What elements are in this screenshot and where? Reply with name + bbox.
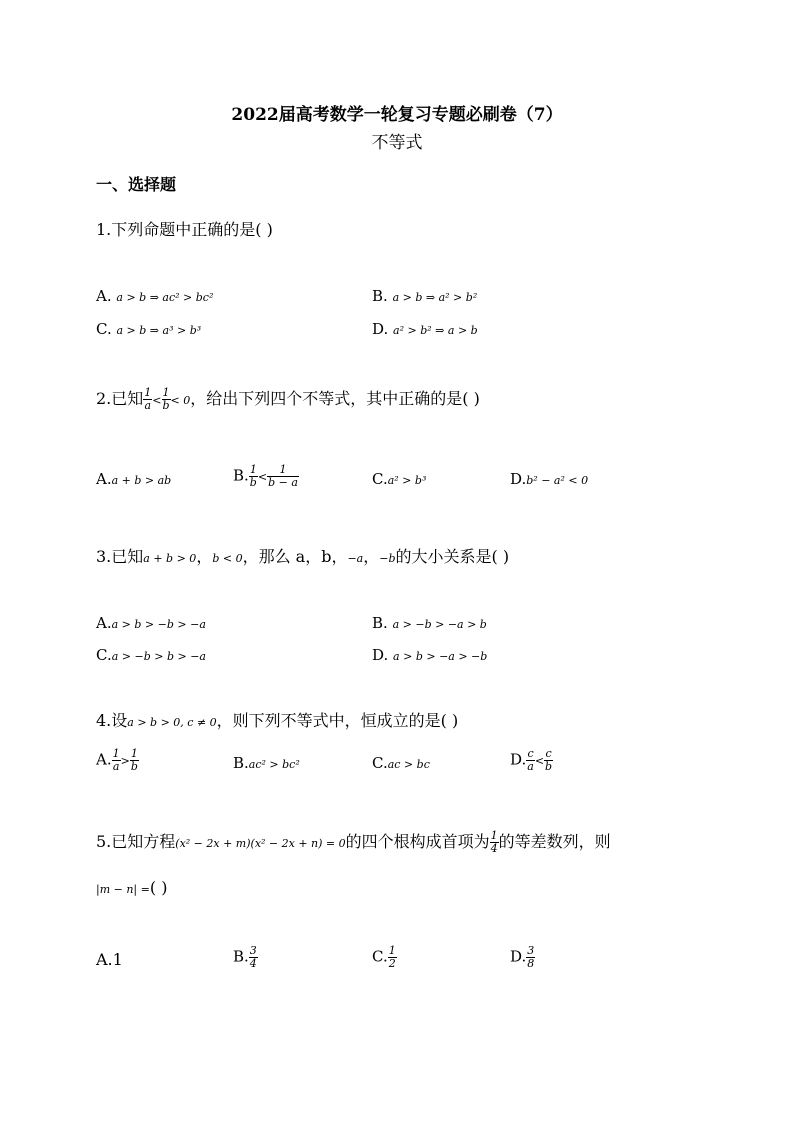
numerator: 3 <box>527 944 535 957</box>
numerator: 1 <box>388 944 396 957</box>
option-math: a > b > −a > −b <box>393 650 488 663</box>
section-heading: 一、选择题 <box>96 175 177 194</box>
option-math: ac > bc <box>387 758 430 771</box>
option-label: A. <box>96 470 112 488</box>
stem-mid: 的四个根构成首项为 <box>345 832 490 851</box>
q2-option-c <box>372 470 426 488</box>
math-op: < <box>257 470 268 484</box>
q2-option-d <box>510 470 588 488</box>
q3-option-a <box>96 614 206 632</box>
fraction <box>162 387 171 412</box>
option-math: a² > b³ <box>387 474 427 487</box>
q3-option-b <box>372 614 487 632</box>
stem-sep: ， <box>363 547 380 566</box>
fraction <box>130 748 139 773</box>
option-math: a > −b > −a > b <box>392 618 487 631</box>
fraction <box>112 748 121 773</box>
denominator: b <box>545 760 553 773</box>
question-1-stem: 1.下列命题中正确的是( ) <box>96 220 273 239</box>
option-math: a > b ⇒ a³ > b³ <box>116 324 202 337</box>
numerator: c <box>527 747 534 760</box>
page-title: 2022届高考数学一轮复习专题必刷卷（7） <box>231 105 563 125</box>
stem-suffix: 的大小关系是( ) <box>395 547 510 566</box>
fraction <box>544 748 553 773</box>
option-label: B. <box>372 287 388 305</box>
math-inline: b < 0 <box>212 552 243 565</box>
option-label: A. <box>96 287 112 305</box>
option-label: B. <box>372 614 388 632</box>
option-math: a² > b² ⇒ a > b <box>393 324 478 337</box>
denominator: b − a <box>268 476 298 489</box>
q3-option-c <box>96 646 206 664</box>
option-label: C. <box>96 646 112 664</box>
numerator: 1 <box>112 747 120 760</box>
fraction <box>249 945 258 970</box>
numerator: 1 <box>144 386 152 399</box>
numerator: c <box>545 747 552 760</box>
denominator: 4 <box>249 957 257 970</box>
denominator: a <box>144 399 152 412</box>
option-label: C. <box>372 754 388 772</box>
stem-prefix: 5.已知方程 <box>96 832 176 851</box>
option-label: D. <box>372 320 389 338</box>
q5-option-c <box>372 945 397 970</box>
q1-option-c <box>96 320 201 338</box>
option-label: D. <box>510 750 527 769</box>
fraction <box>526 748 535 773</box>
math-inline: (x² − 2x + m)(x² − 2x + n) = 0 <box>175 837 346 850</box>
stem-prefix: 3.已知 <box>96 547 144 566</box>
stem-prefix: 2.已知 <box>96 389 144 408</box>
q5-option-d <box>510 945 535 970</box>
question-5-stem <box>96 830 611 855</box>
option-label: B. <box>233 466 249 485</box>
q5-option-b <box>233 945 258 970</box>
option-label: A. <box>96 750 112 769</box>
q1-option-b <box>372 287 477 305</box>
math-inline: −a <box>347 552 364 565</box>
option-math: a > b ⇒ a² > b² <box>392 291 478 304</box>
option-label: B. <box>233 947 249 966</box>
math-inline: a > b > 0, c ≠ 0 <box>127 716 217 729</box>
q2-option-b <box>233 464 299 489</box>
denominator: 4 <box>490 842 498 855</box>
q2-option-a <box>96 470 171 488</box>
stem-prefix: 4.设 <box>96 711 128 730</box>
option-label: D. <box>510 947 527 966</box>
denominator: b <box>162 399 170 412</box>
fraction <box>267 464 299 489</box>
math-op: < <box>152 394 162 407</box>
option-label: A. <box>96 950 113 969</box>
stem-mid: ，那么 a，b， <box>242 547 348 566</box>
option-label: C. <box>372 947 388 966</box>
option-label: D. <box>372 646 389 664</box>
math-inline: a + b > 0 <box>143 552 197 565</box>
fraction <box>526 945 535 970</box>
fraction <box>388 945 397 970</box>
stem-suffix: 的等差数列，则 <box>498 832 611 851</box>
denominator: b <box>130 760 138 773</box>
q4-option-b <box>233 754 300 772</box>
question-2-stem <box>96 387 480 412</box>
math-inline: −b <box>379 552 396 565</box>
option-math: a > b ⇒ ac² > bc² <box>116 291 214 304</box>
math-op: < <box>534 754 545 768</box>
option-label: C. <box>96 320 112 338</box>
q1-option-d <box>372 320 478 338</box>
page-subtitle: 不等式 <box>371 133 423 153</box>
fraction <box>490 830 499 855</box>
fraction <box>143 387 152 412</box>
q4-option-d <box>510 748 553 773</box>
option-math: a + b > ab <box>111 474 172 487</box>
option-math: a > −b > b > −a <box>111 650 206 663</box>
fraction <box>249 464 258 489</box>
q1-option-a <box>96 287 213 305</box>
denominator: 2 <box>388 957 396 970</box>
math-op: > <box>120 754 130 768</box>
option-label: B. <box>233 754 249 772</box>
question-3-stem <box>96 546 509 570</box>
numerator: 3 <box>249 944 257 957</box>
stem-suffix: ，给出下列四个不等式，其中正确的是( ) <box>190 389 480 408</box>
denominator: 8 <box>527 957 535 970</box>
option-math: b² − a² < 0 <box>526 474 589 487</box>
stem-suffix: ，则下列不等式中，恒成立的是( ) <box>216 711 459 730</box>
question-5-line2 <box>96 877 167 901</box>
numerator: 1 <box>249 463 257 476</box>
option-value: 1 <box>112 950 123 969</box>
question-4-stem <box>96 710 458 734</box>
stem-suffix: ( ) <box>149 878 168 897</box>
numerator: 1 <box>267 464 299 477</box>
denominator: a <box>527 760 534 773</box>
denominator: b <box>249 476 257 489</box>
denominator: a <box>112 760 120 773</box>
q4-option-c <box>372 754 430 772</box>
stem-sep: ， <box>196 547 213 566</box>
math-inline: |m − n| = <box>96 883 150 896</box>
q3-option-d <box>372 646 487 664</box>
option-math: ac² > bc² <box>248 758 300 771</box>
numerator: 1 <box>490 829 498 842</box>
option-label: A. <box>96 614 112 632</box>
option-math: a > b > −b > −a <box>111 618 206 631</box>
numerator: 1 <box>130 747 138 760</box>
q5-option-a <box>96 950 123 969</box>
numerator: 1 <box>162 386 170 399</box>
math-op: < 0 <box>170 394 191 407</box>
option-label: C. <box>372 470 388 488</box>
q4-option-a <box>96 748 139 773</box>
option-label: D. <box>510 470 527 488</box>
